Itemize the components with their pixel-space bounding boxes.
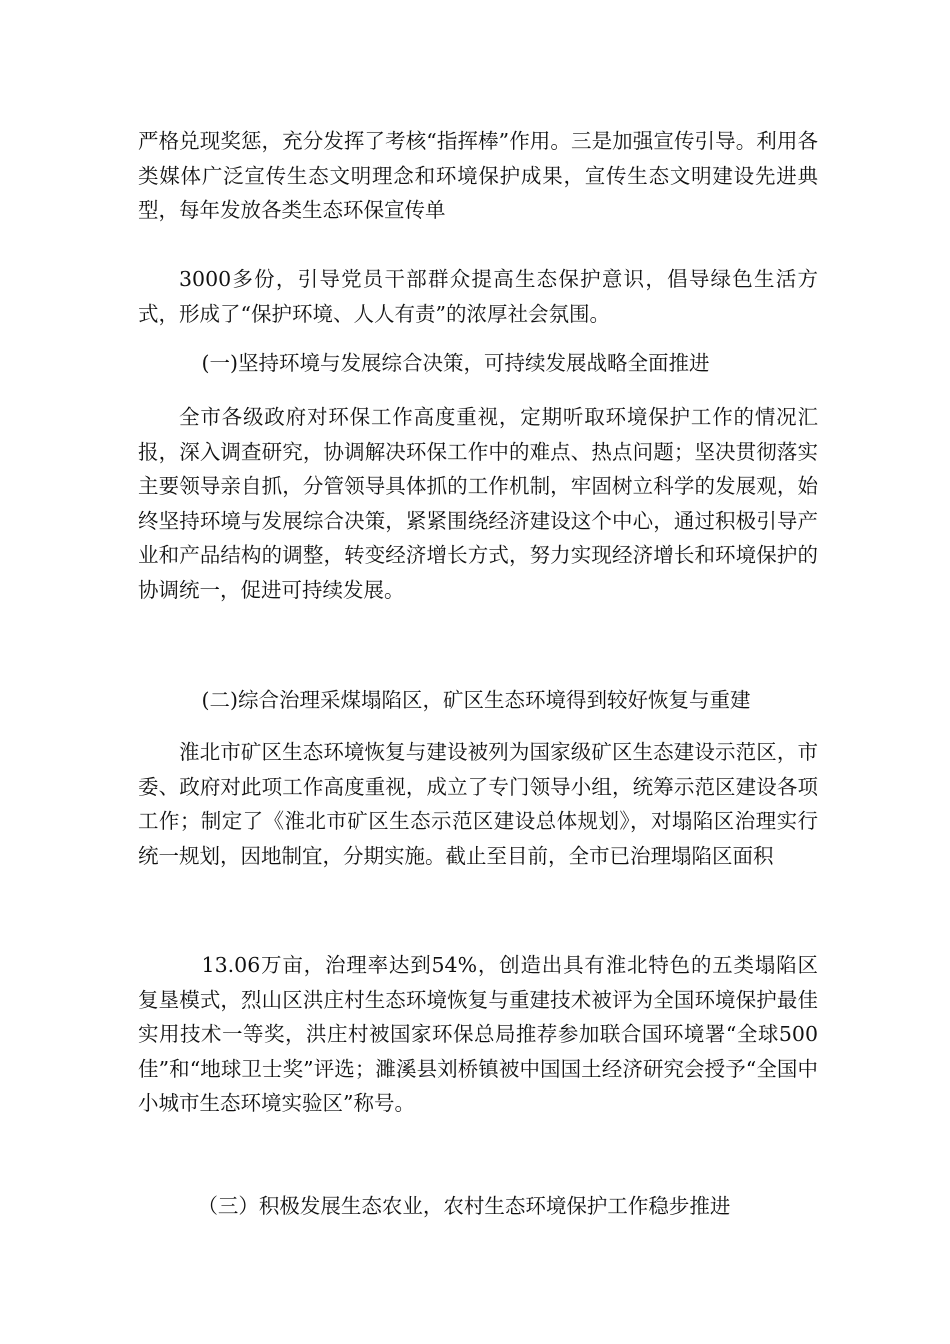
section-heading-1: (一)坚持环境与发展综合决策，可持续发展战略全面推进 (201, 351, 710, 375)
paragraph-subsidence-results: 13.06万亩，治理率达到54%，创造出具有淮北特色的五类塌陷区复垦模式，烈山区洪庄村生态环境恢复与重建技术被评为全国环境保护最佳实用技术一等奖，洪庄村被国家环保总局推荐参加联合国环境署“全球500佳”和“地球卫士奖”评选；濉溪县刘桥镇被中国国土经济研究会授予“全国中小城市生态环境实验区”称号。 (138, 953, 818, 1115)
paragraph-leaflets-atmosphere: 3000多份，引导党员干部群众提高生态保护意识，倡导绿色生活方式，形成了“保护环境、人人有责”的浓厚社会氛围。 (138, 267, 818, 326)
section-heading-2: (二)综合治理采煤塌陷区，矿区生态环境得到较好恢复与重建 (201, 688, 751, 712)
paragraph-government-decision: 全市各级政府对环保工作高度重视，定期听取环境保护工作的情况汇报，深入调查研究，协调解决环保工作中的难点、热点问题；坚决贯彻落实主要领导亲自抓，分管领导具体抓的工作机制，牢固树立科学的发展观，始终坚持环境与发展综合决策，紧紧围绕经济建设这个中心，通过积极引导产业和产品结构的调整，转变经济增长方式，努力实现经济增长和环境保护的协调统一，促进可持续发展。 (138, 405, 818, 602)
paragraph-mining-area-restoration: 淮北市矿区生态环境恢复与建设被列为国家级矿区生态建设示范区，市委、政府对此项工作高度重视，成立了专门领导小组，统筹示范区建设各项工作；制定了《淮北市矿区生态示范区建设总体规划》，对塌陷区治理实行统一规划，因地制宜，分期实施。截止至目前，全市已治理塌陷区面积 (138, 740, 818, 868)
paragraph-publicity-guidance: 严格兑现奖惩，充分发挥了考核“指挥棒”作用。三是加强宣传引导。利用各类媒体广泛宣传生态文明理念和环境保护成果，宣传生态文明建设先进典型，每年发放各类生态环保宣传单 (138, 129, 818, 222)
section-heading-3: （三）积极发展生态农业，农村生态环境保护工作稳步推进 (197, 1194, 731, 1218)
